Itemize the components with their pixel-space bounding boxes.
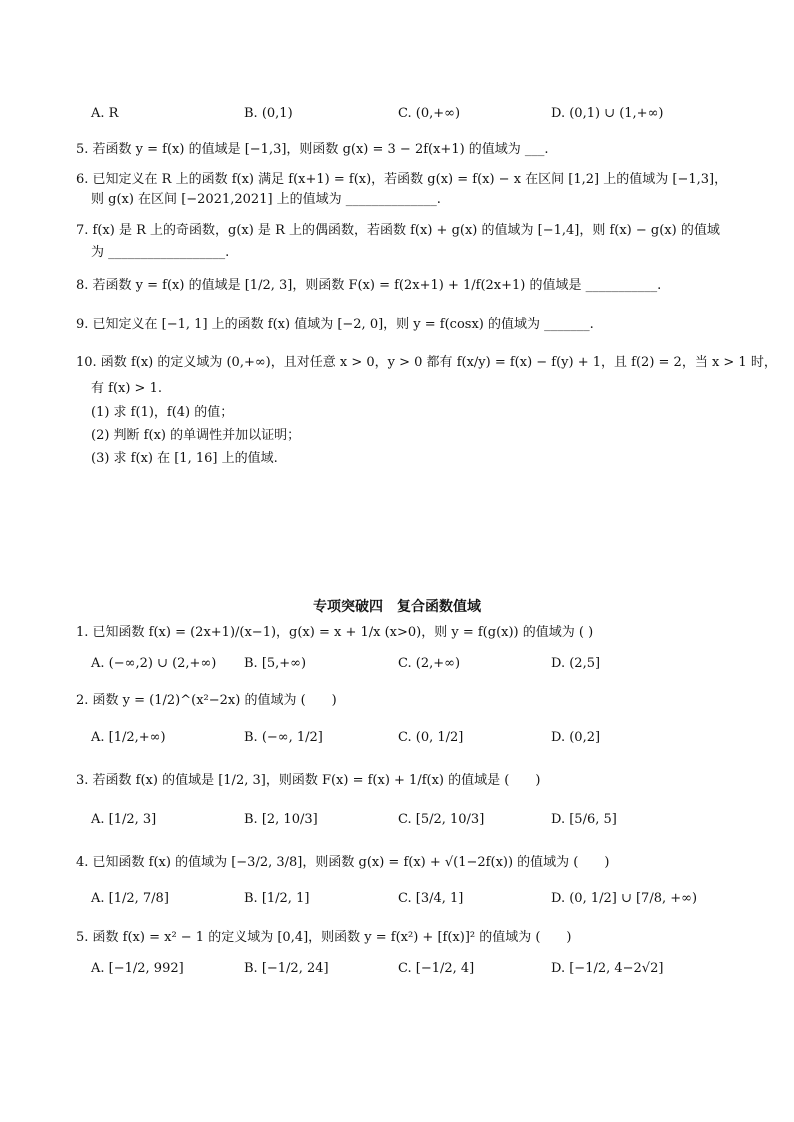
question-5: 5. 若函数 y = f(x) 的值域是 [−1,3]，则函数 g(x) = 3 − 2f(x+1) 的值域为 ___. bbox=[76, 142, 549, 157]
b-question-2: 2. 函数 y = (1/2)^(x²−2x) 的值域为 ( ) bbox=[76, 693, 337, 708]
b-question-4: 4. 已知函数 f(x) 的值域为 [−3/2, 3/8]，则函数 g(x) = f(x) + √(1−2f(x)) 的值域为 ( ) bbox=[76, 855, 610, 870]
b-q4-option-a: A. [1/2, 7/8] bbox=[91, 891, 169, 906]
b-q2-option-d: D. (0,2] bbox=[551, 730, 601, 745]
b-question-3: 3. 若函数 f(x) 的值域是 [1/2, 3]，则函数 F(x) = f(x) + 1/f(x) 的值域是 ( ) bbox=[76, 773, 541, 788]
q4-option-b: B. (0,1) bbox=[244, 106, 293, 121]
question-6-line1: 6. 已知定义在 R 上的函数 f(x) 满足 f(x+1) = f(x)，若函数 g(x) = f(x) − x 在区间 [1,2] 上的值域为 [−1,3]， bbox=[76, 172, 728, 187]
b-q5-option-c: C. [−1/2, 4] bbox=[398, 961, 475, 976]
question-10-line1: 10. 函数 f(x) 的定义域为 (0,+∞)，且对任意 x > 0，y > 0 都有 f(x/y) = f(x) − f(y) + 1，且 f(2) = 2，当 x > 1 时， bbox=[76, 355, 777, 370]
b-q3-option-d: D. [5/6, 5] bbox=[551, 812, 617, 827]
b-q5-option-b: B. [−1/2, 24] bbox=[244, 961, 329, 976]
b-q3-option-c: C. [5/2, 10/3] bbox=[398, 812, 485, 827]
b-q1-option-c: C. (2,+∞) bbox=[398, 656, 461, 671]
b-question-5: 5. 函数 f(x) = x² − 1 的定义域为 [0,4]，则函数 y = f(x²) + [f(x)]² 的值域为 ( ) bbox=[76, 930, 572, 945]
b-q1-option-a: A. (−∞,2) ∪ (2,+∞) bbox=[91, 656, 217, 671]
b-q2-option-c: C. (0, 1/2] bbox=[398, 730, 464, 745]
b-q3-option-b: B. [2, 10/3] bbox=[244, 812, 318, 827]
question-9: 9. 已知定义在 [−1, 1] 上的函数 f(x) 值域为 [−2, 0]，则 y = f(cosx) 的值域为 _______. bbox=[76, 317, 594, 332]
section-title: 专项突破四 复合函数值域 bbox=[313, 599, 481, 615]
b-question-1: 1. 已知函数 f(x) = (2x+1)/(x−1)，g(x) = x + 1/x (x>0)，则 y = f(g(x)) 的值域为 ( ) bbox=[76, 625, 594, 640]
question-10-sub2: (2) 判断 f(x) 的单调性并加以证明； bbox=[91, 428, 301, 443]
b-q1-option-d: D. (2,5] bbox=[551, 656, 601, 671]
q4-option-a: A. R bbox=[91, 106, 119, 121]
b-q2-option-a: A. [1/2,+∞) bbox=[91, 730, 166, 745]
question-6-line2: 则 g(x) 在区间 [−2021,2021] 上的值域为 ______________. bbox=[91, 192, 441, 207]
b-q3-option-a: A. [1/2, 3] bbox=[91, 812, 157, 827]
q4-option-c: C. (0,+∞) bbox=[398, 106, 461, 121]
b-q2-option-b: B. (−∞, 1/2] bbox=[244, 730, 323, 745]
question-8: 8. 若函数 y = f(x) 的值域是 [1/2, 3]，则函数 F(x) = f(2x+1) + 1/f(2x+1) 的值域是 ___________. bbox=[76, 278, 662, 293]
b-q4-option-b: B. [1/2, 1] bbox=[244, 891, 310, 906]
question-10-line2: 有 f(x) > 1. bbox=[91, 381, 162, 396]
b-q4-option-d: D. (0, 1/2] ∪ [7/8, +∞) bbox=[551, 891, 698, 906]
question-10-sub1: (1) 求 f(1)，f(4) 的值； bbox=[91, 405, 234, 420]
b-q5-option-d: D. [−1/2, 4−2√2] bbox=[551, 961, 664, 976]
question-10-sub3: (3) 求 f(x) 在 [1, 16] 上的值域. bbox=[91, 451, 278, 466]
question-7-line2: 为 __________________. bbox=[91, 245, 230, 260]
b-q5-option-a: A. [−1/2, 992] bbox=[91, 961, 184, 976]
b-q1-option-b: B. [5,+∞) bbox=[244, 656, 307, 671]
b-q4-option-c: C. [3/4, 1] bbox=[398, 891, 464, 906]
question-7-line1: 7. f(x) 是 R 上的奇函数，g(x) 是 R 上的偶函数，若函数 f(x) + g(x) 的值域为 [−1,4]，则 f(x) − g(x) 的值域 bbox=[76, 223, 720, 238]
q4-option-d: D. (0,1) ∪ (1,+∞) bbox=[551, 106, 664, 121]
